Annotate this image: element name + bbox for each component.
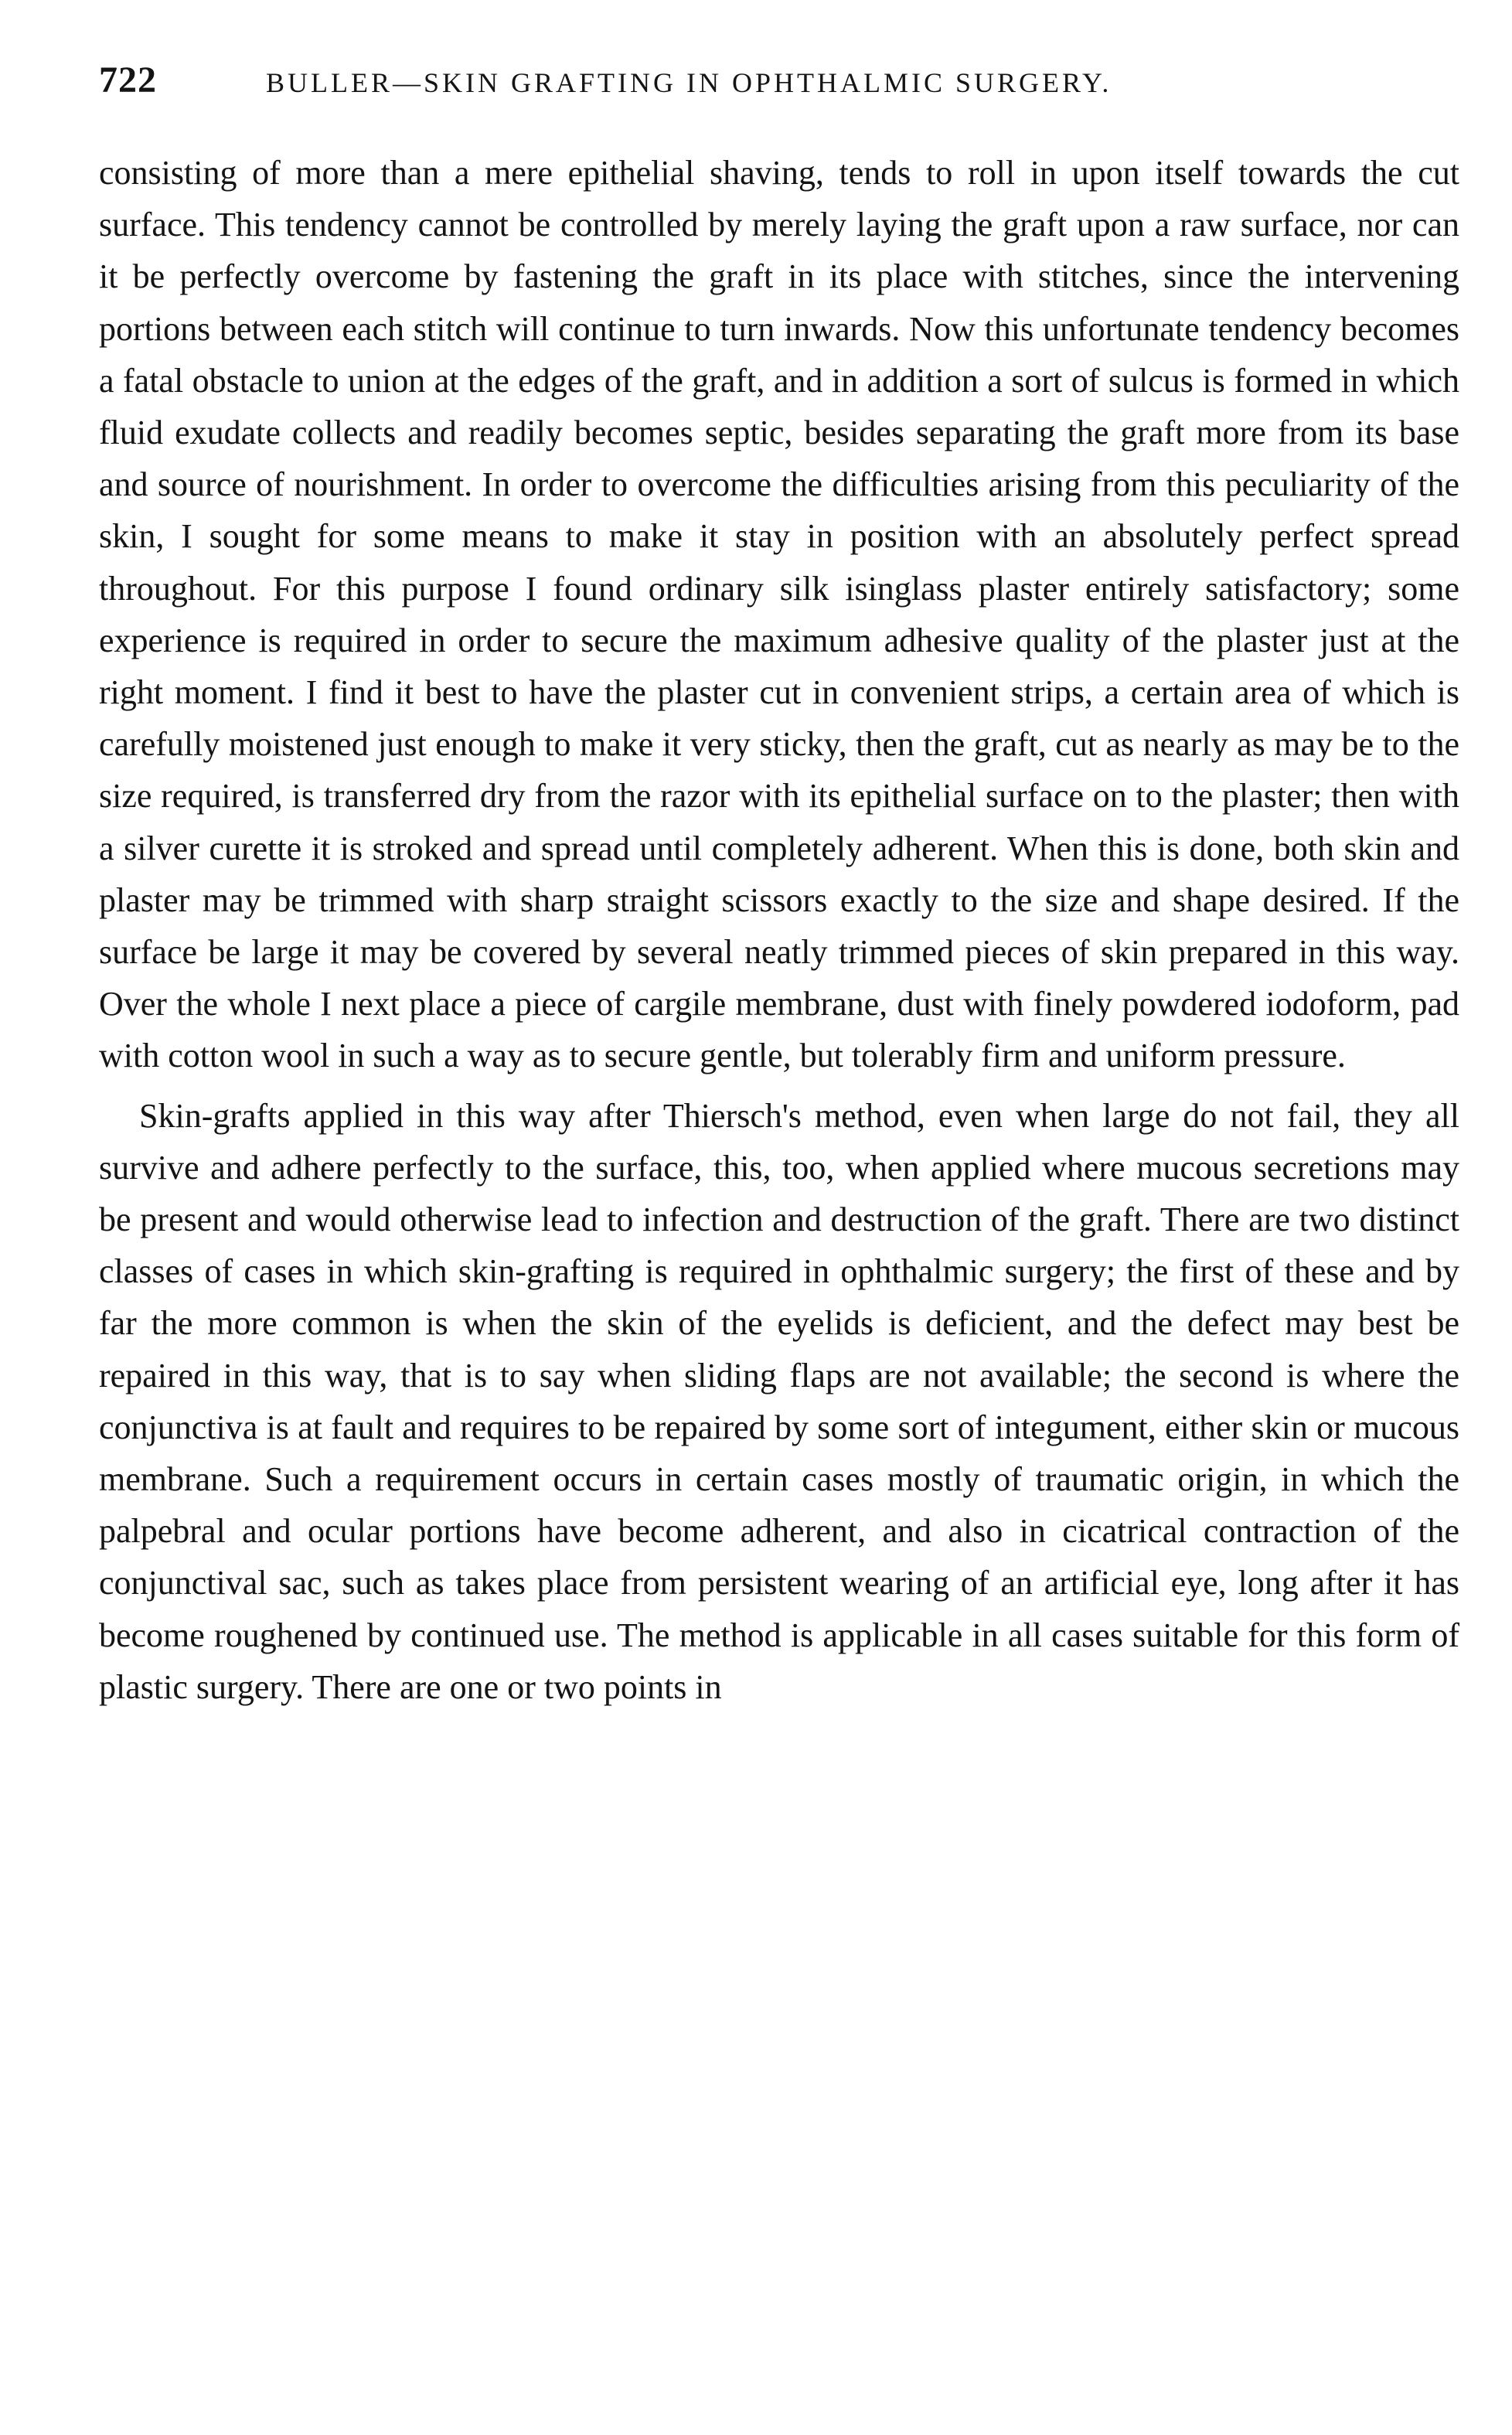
body-text (99, 147, 1459, 1713)
page (99, 45, 1459, 1713)
paragraph: Skin-grafts applied in this way after Thiersch's method, even when large do not fail, they all survive and adhere perfectly to the surface, this, too, when applied where mucous secretions may be present and would otherwise lead to infection and destruction of the graft. There are two distinct classes of cases in which skin-grafting is required in ophthalmic surgery; the first of these and by far the more common is when the skin of the eyelids is deficient, and the defect may best be repaired in this way, that is to say when sliding flaps are not available; the second is where the conjunctiva is at fault and requires to be repaired by some sort of integument, either skin or mucous membrane. Such a requirement occurs in certain cases mostly of traumatic origin, in which the palpebral and ocular portions have become adherent, and also in cicatrical contraction of the conjunctival sac, such as takes place from persistent wearing of an artificial eye, long after it has become roughened by continued use. The method is applicable in all cases suitable for this form of plastic surgery. There are one or two points in (99, 1096, 1459, 1706)
page-number: 722 (99, 60, 157, 100)
running-title: BULLER—SKIN GRAFTING IN OPHTHALMIC SURGERY. (266, 67, 1112, 98)
running-header (99, 45, 1459, 107)
paragraph-continued: consisting of more than a mere epithelial shaving, tends to roll in upon itself towards the cut surface. This tendency cannot be controlled by merely laying the graft upon a raw surface, nor can it be perfectly overcome by fastening the graft in its place with stitches, since the intervening portions between each stitch will continue to turn inwards. Now this unfortunate tendency becomes a fatal obstacle to union at the edges of the graft, and in addition a sort of sulcus is formed in which fluid exudate collects and readily becomes septic, besides separating the graft more from its base and source of nourishment. In order to overcome the difficulties arising from this peculiarity of the skin, I sought for some means to make it stay in position with an absolutely perfect spread throughout. For this purpose I found ordinary silk isinglass plaster entirely satisfactory; some experience is required in order to secure the maximum adhesive quality of the plaster just at the right moment. I find it best to have the plaster cut in convenient strips, a certain area of which is carefully moistened just enough to make it very sticky, then the graft, cut as nearly as may be to the size required, is transferred dry from the razor with its epithelial surface on to the plaster; then with a silver curette it is stroked and spread until completely adherent. When this is done, both skin and plaster may be trimmed with sharp straight scissors exactly to the size and shape desired. If the surface be large it may be covered by several neatly trimmed pieces of skin prepared in this way. Over the whole I next place a piece of cargile membrane, dust with finely powdered iodoform, pad with cotton wool in such a way as to secure gentle, but tolerably firm and uniform pressure. (99, 154, 1459, 1075)
